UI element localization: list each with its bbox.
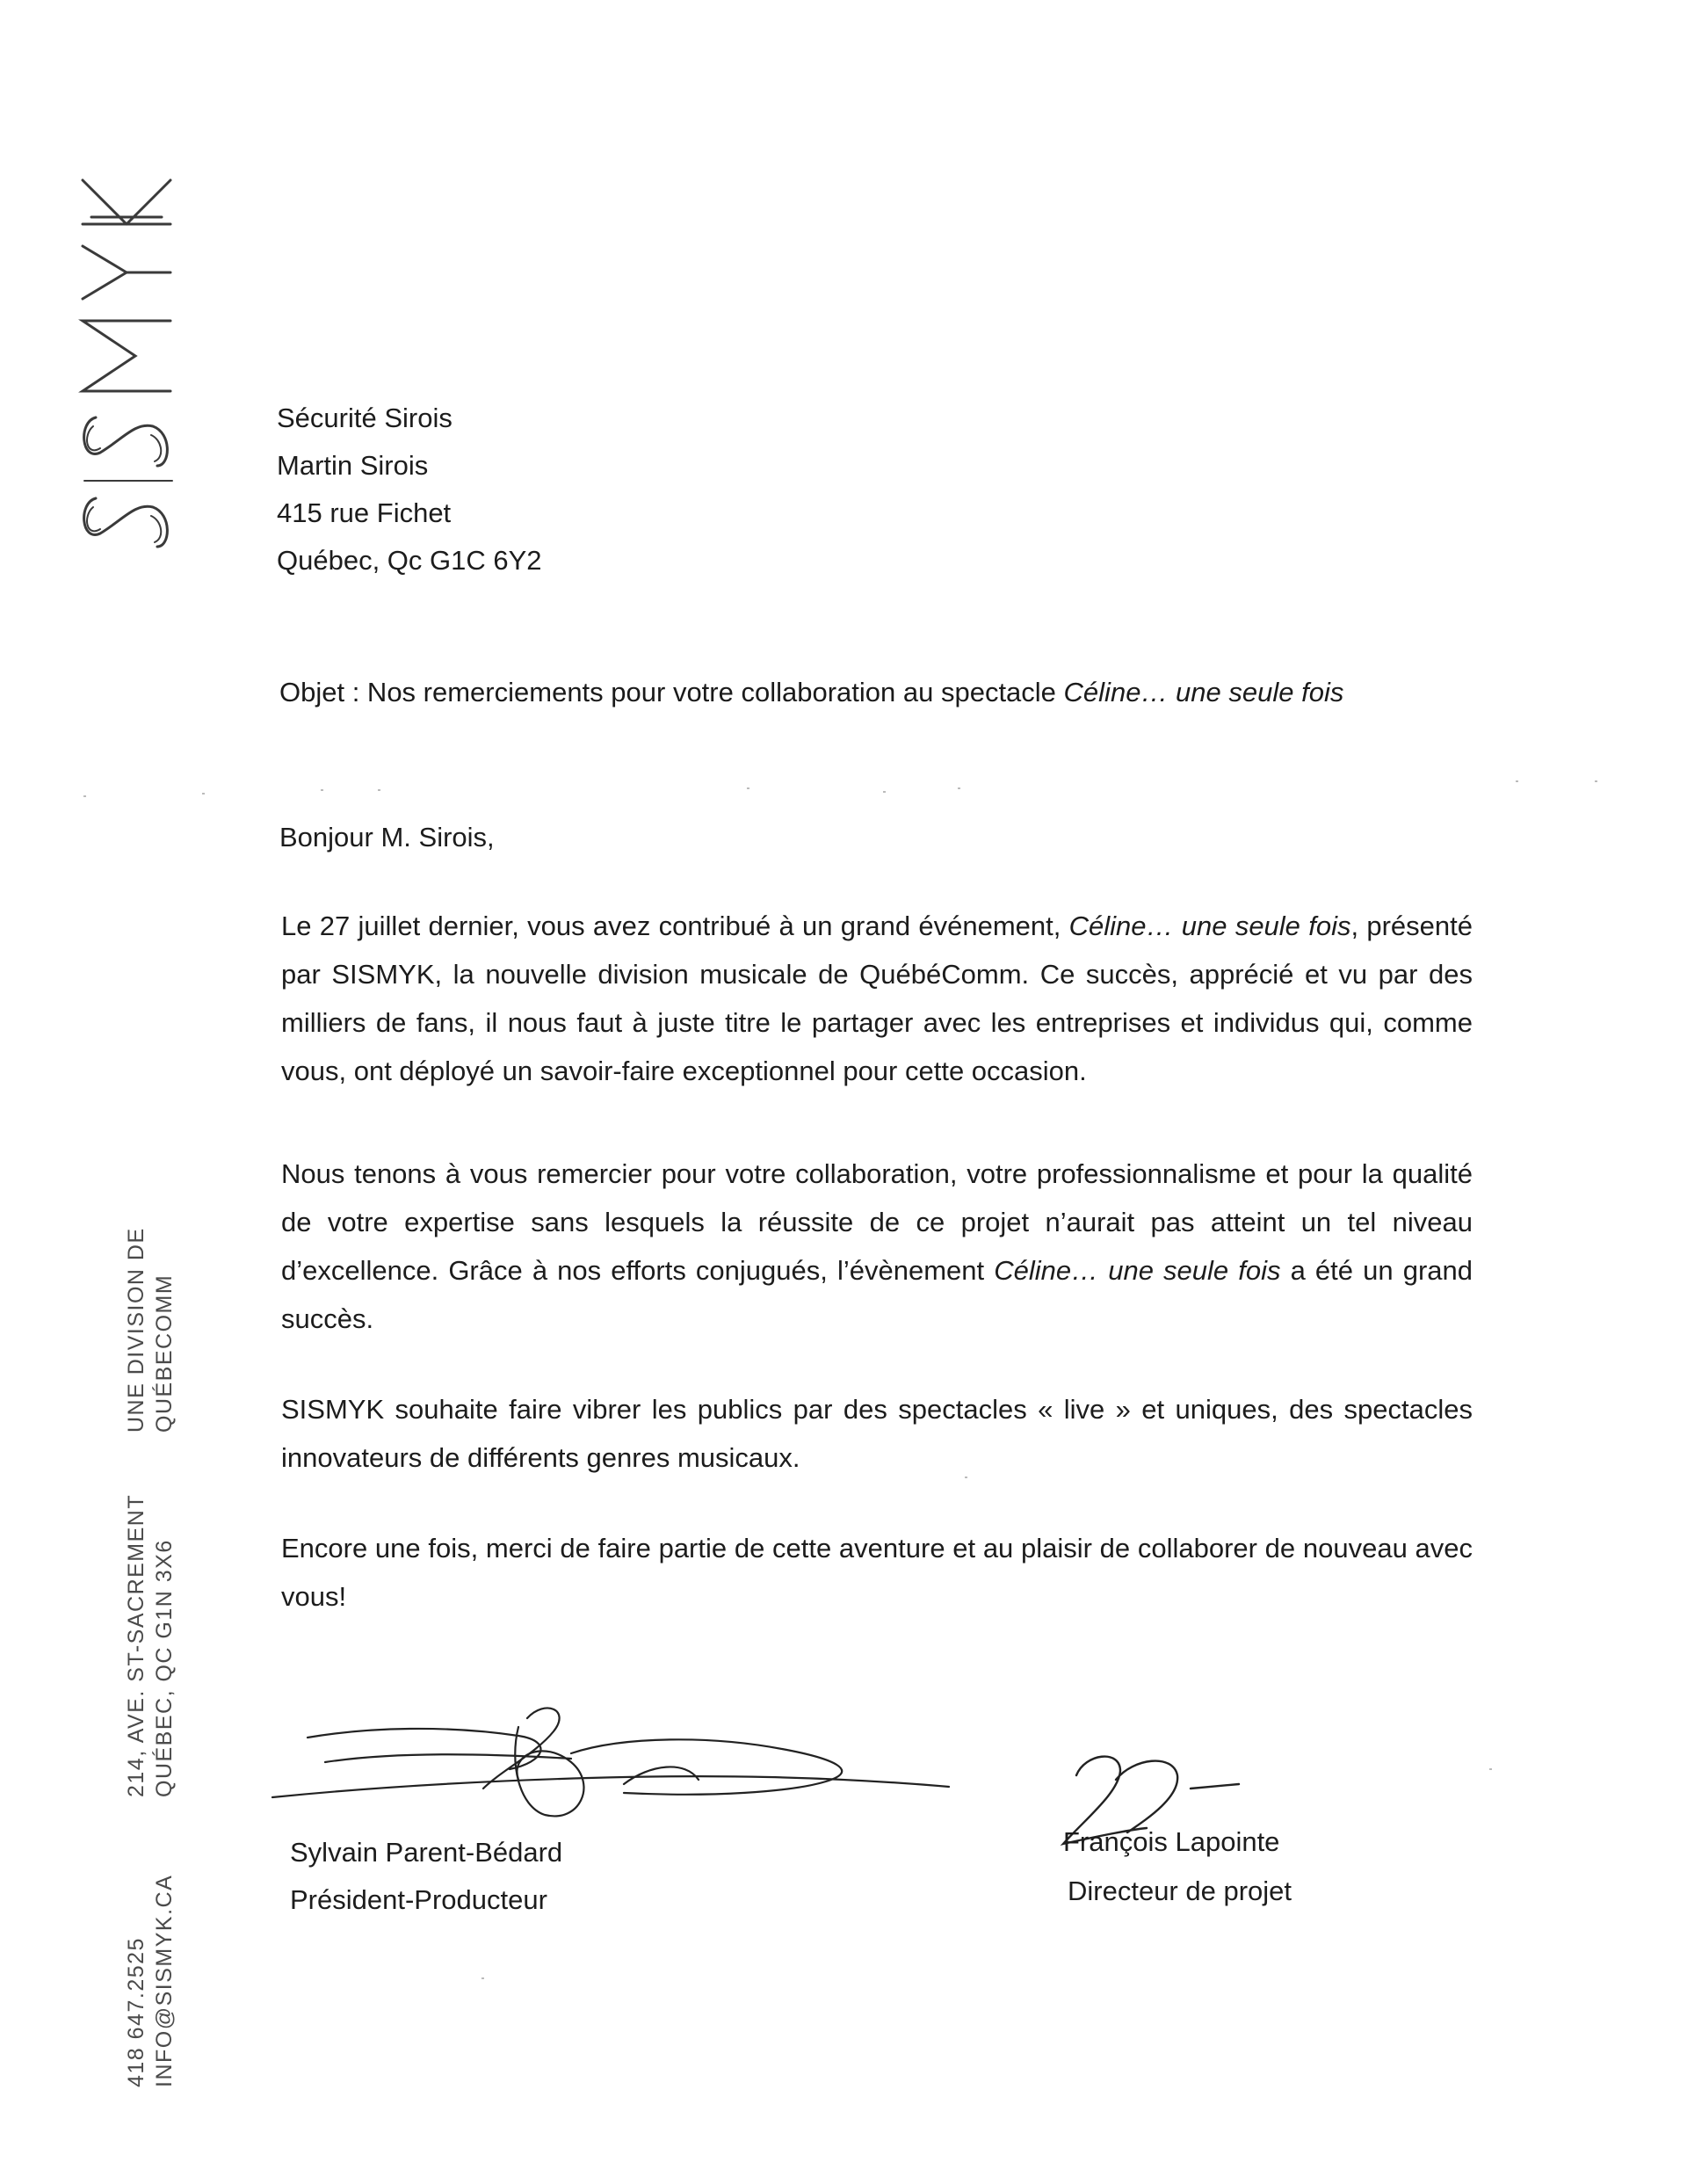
- signature-left-stroke-3: [515, 1727, 583, 1816]
- signature-left-stroke-2: [272, 1776, 949, 1797]
- body-paragraph-4: Encore une fois, merci de faire partie de cette aventure et au plaisir de collaborer de nouveau avec vous!: [281, 1533, 1473, 1612]
- logo-y-arm-1: [83, 246, 127, 272]
- scan-speck: [1595, 780, 1597, 782]
- scan-speck: [378, 789, 380, 791]
- greeting: Bonjour M. Sirois,: [279, 822, 495, 853]
- signature-right-stroke-2: [1116, 1761, 1177, 1832]
- scan-speck: [481, 1977, 484, 1979]
- subject-prefix: Objet : Nos remerciements pour votre collaboration au spectacle: [279, 677, 1064, 707]
- scan-speck: [1516, 780, 1518, 782]
- subject-line: [279, 677, 1343, 708]
- logo-s-lower-2: [87, 507, 161, 542]
- sismyk-logo: [74, 171, 197, 584]
- recipient-city: Québec, Qc G1C 6Y2: [277, 545, 542, 576]
- logo-s-upper-2: [87, 426, 161, 461]
- p1-show-title: Céline… une seule fois: [1068, 911, 1351, 941]
- logo-m: [83, 321, 170, 391]
- body-paragraph-3: SISMYK souhaite faire vibrer les publics par des spectacles « live » et uniques, des spectacles innovateurs de différents genres musicaux.: [281, 1394, 1473, 1473]
- scan-speck: [747, 787, 749, 789]
- sidebar-address-line1: 214, AVE. ST-SACREMENT: [124, 1493, 148, 1797]
- sidebar-address-line2: QUÉBEC, QC G1N 3X6: [152, 1539, 177, 1797]
- left-signatory-title: Président-Producteur: [290, 1884, 547, 1915]
- signature-right-stroke-3: [1191, 1784, 1239, 1789]
- left-signatory-name: Sylvain Parent-Bédard: [290, 1837, 563, 1868]
- right-signatory-name: François Lapointe: [1063, 1826, 1280, 1857]
- p2-show-title: Céline… une seule fois: [994, 1255, 1281, 1286]
- right-signatory-title: Directeur de projet: [1068, 1876, 1292, 1906]
- sidebar-email: INFO@SISMYK.CA: [152, 1874, 177, 2087]
- logo-s-lower: [84, 498, 168, 547]
- p2-text-a: Nous tenons à vous remercier pour votre collaboration, votre professionnalisme et pour la qualité de votre expertise sans lesquels la réussite de ce projet n’aurait pas atteint un tel niveau d’excellence. Grâce à nos efforts conjugués, l’évènement: [281, 1158, 1473, 1286]
- body-paragraph-1: [281, 902, 1473, 1095]
- signature-left-stroke-5: [571, 1739, 842, 1794]
- subject-show-title: Céline… une seule fois: [1063, 677, 1344, 707]
- recipient-company: Sécurité Sirois: [277, 403, 453, 433]
- p1-text-a: Le 27 juillet dernier, vous avez contribué à un grand événement,: [281, 911, 1069, 941]
- scan-speck: [965, 1477, 967, 1478]
- scan-speck: [1489, 1768, 1492, 1770]
- sidebar-division-line2: QUÉBECOMM: [152, 1273, 177, 1433]
- scan-speck: [883, 791, 886, 793]
- signature-left: [255, 1701, 958, 1841]
- logo-y-arm-2: [83, 272, 127, 299]
- scan-speck: [321, 789, 323, 791]
- p2-text-b: a été un grand succès.: [281, 1255, 1473, 1334]
- signature-left-stroke-1: [308, 1729, 540, 1769]
- p1-text-b: , présenté par SISMYK, la nouvelle division musicale de QuébéComm. Ce succès, apprécié et vu par des milliers de fans, il nous faut à juste titre le partager avec les entreprises et individus qui, comme vous, ont déployé un savoir-faire exceptionnel pour cette occasion.: [281, 911, 1473, 1086]
- scan-speck: [83, 795, 86, 797]
- recipient-street: 415 rue Fichet: [277, 497, 452, 528]
- recipient-name: Martin Sirois: [277, 450, 429, 481]
- sidebar-division-line1: UNE DIVISION DE: [124, 1227, 148, 1433]
- sidebar-phone: 418 647.2525: [124, 1937, 148, 2087]
- scan-speck: [202, 793, 205, 795]
- body-paragraph-2: [281, 1150, 1473, 1343]
- logo-s-upper: [84, 417, 168, 466]
- scan-speck: [958, 787, 960, 789]
- signature-left-stroke-4: [483, 1708, 560, 1789]
